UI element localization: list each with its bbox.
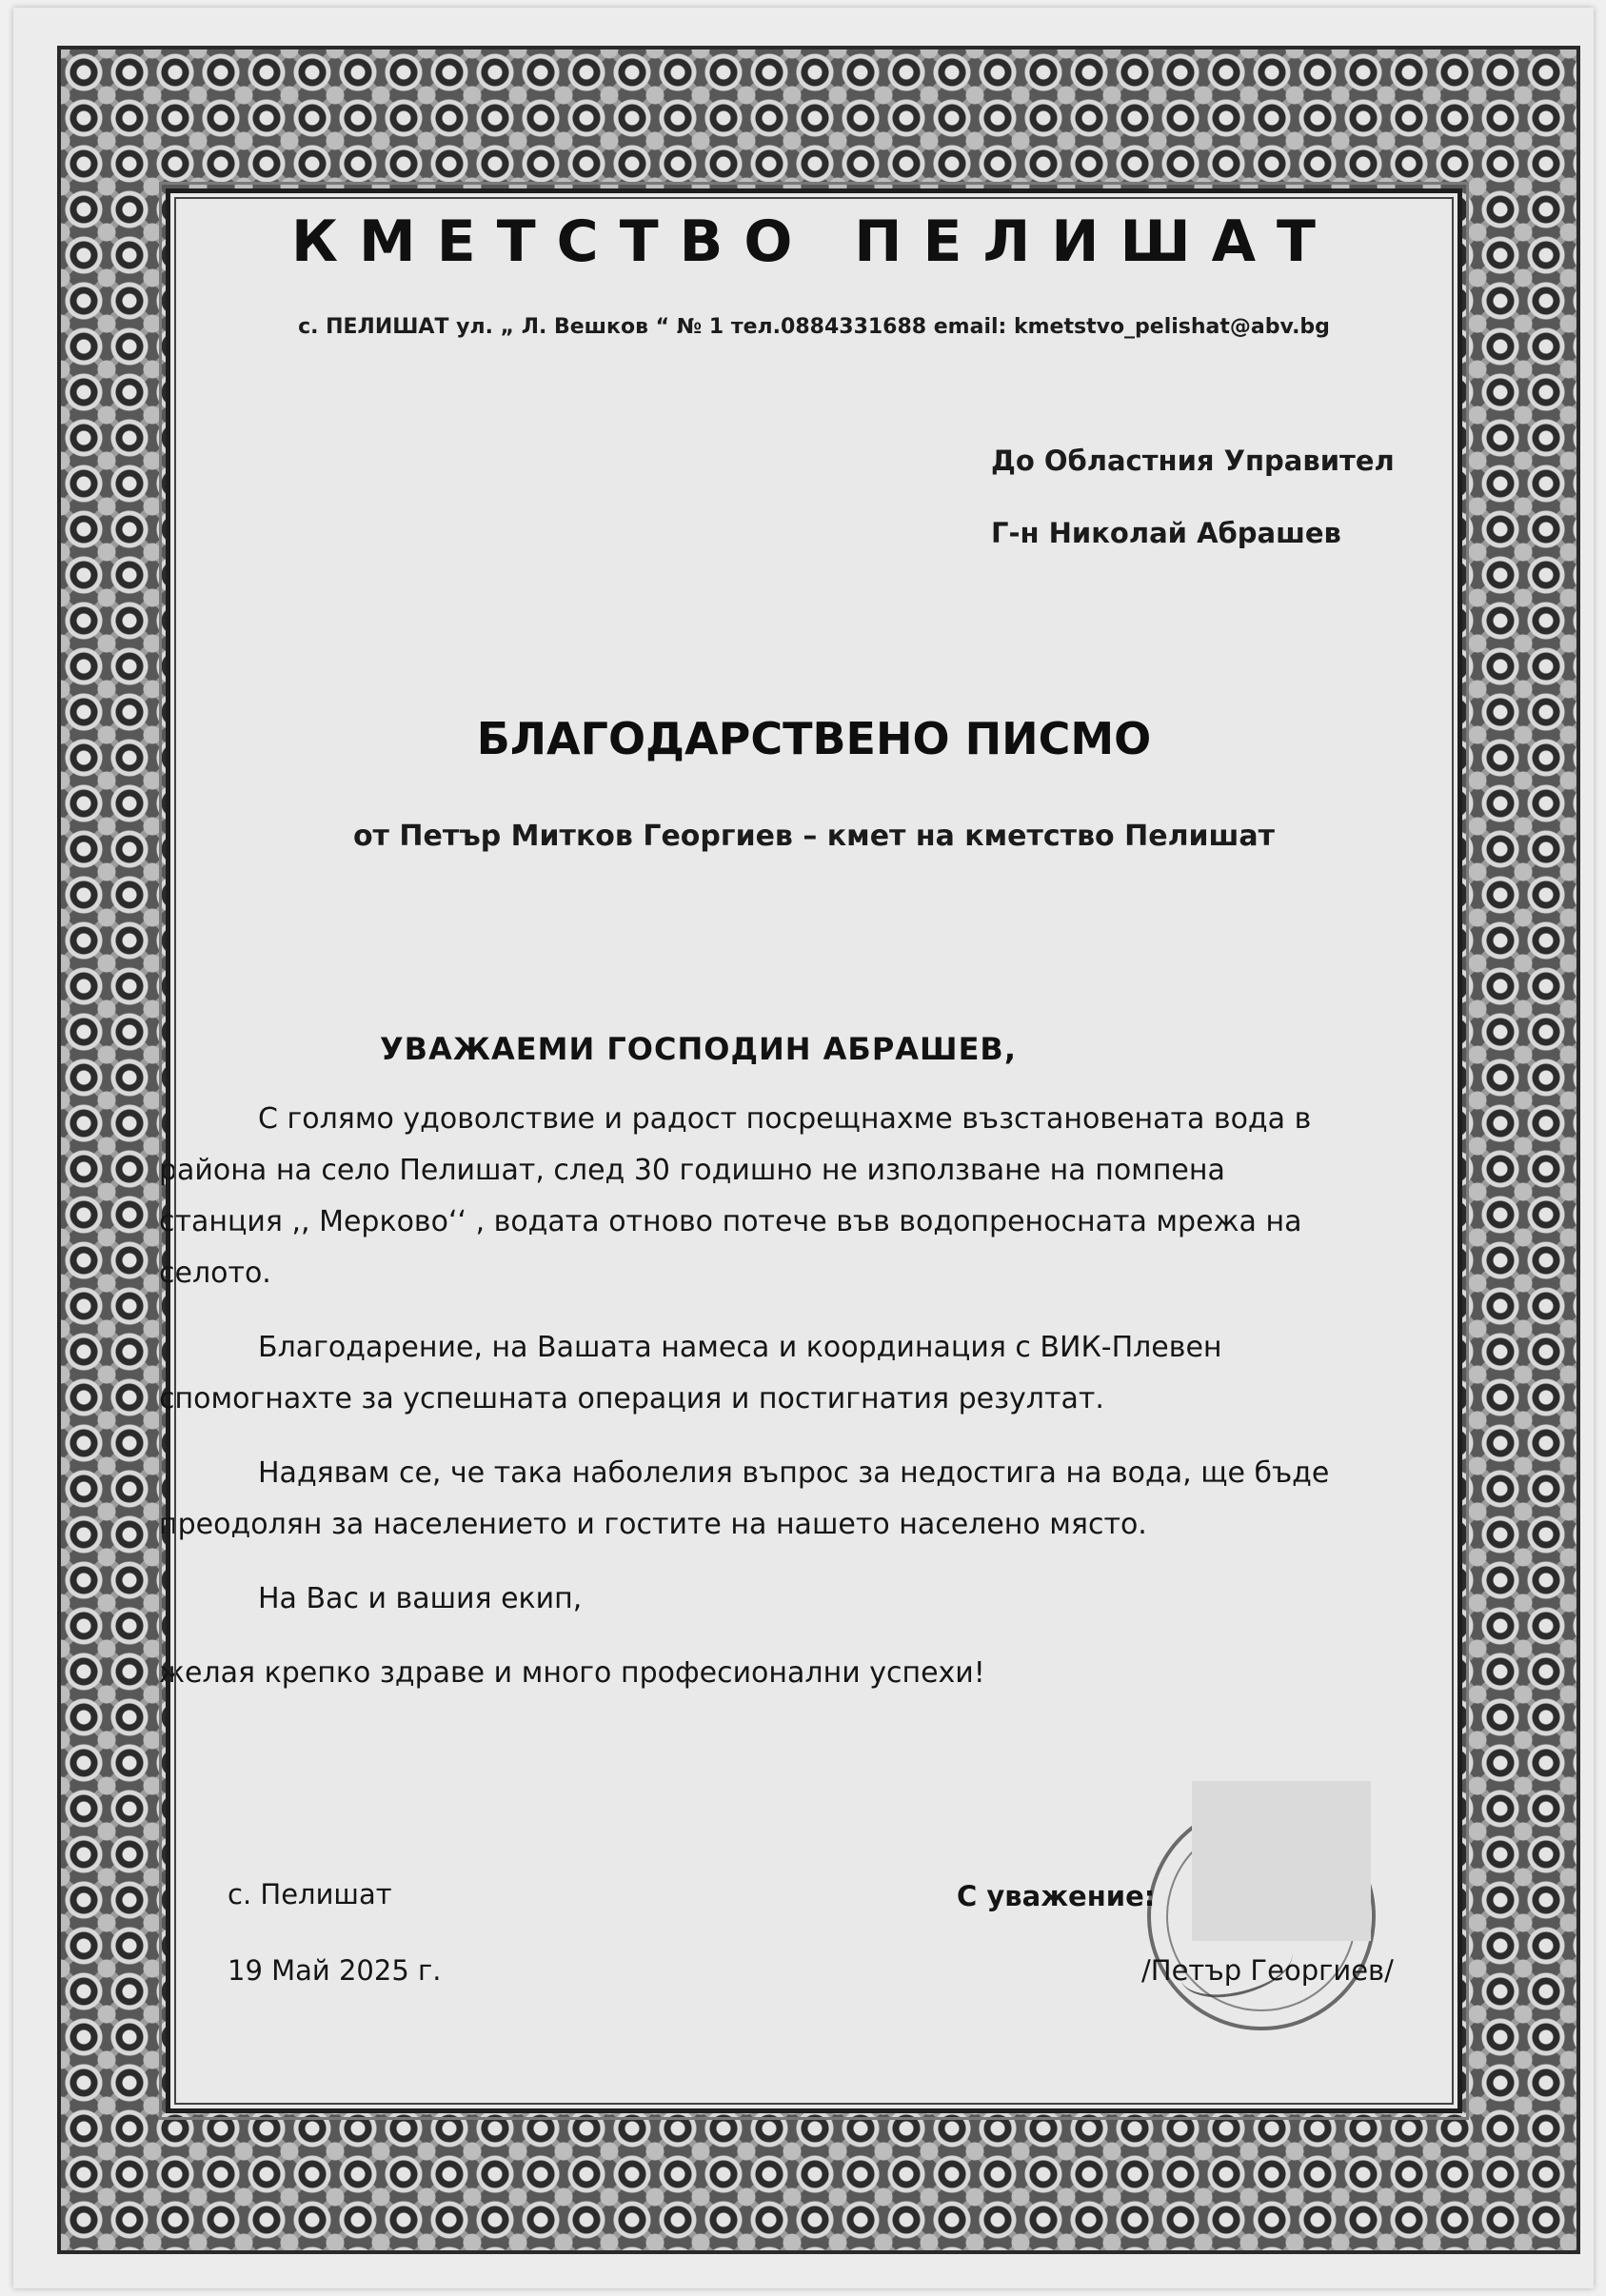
paragraph-5-line-1: желая крепко здраве и много професионални успехи!: [159, 1656, 985, 1690]
paragraph-1-line-3: станция ,, Мерково‘‘ , водата отново потече във водопреносната мрежа на: [159, 1205, 1302, 1238]
redacted-signature-area: [1192, 1781, 1371, 1941]
paragraph-1: [159, 1094, 1477, 1299]
letterhead-contact: с. ПЕЛИШАТ ул. „ Л. Вешков “ № 1 тел.0884331688 email: kmetstvo_pelishat@abv.bg: [298, 315, 1330, 339]
paragraph-3: [159, 1448, 1477, 1551]
paragraph-3-line-2: преодолян за населението и гостите на нашето населено място.: [159, 1508, 1147, 1541]
document-title: БЛАГОДАРСТВЕНО ПИСМО: [476, 713, 1152, 764]
paragraph-3-line-1: Надявам се, че така наболелия въпрос за недостига на вода, ще бъде: [258, 1456, 1330, 1490]
paragraph-4: [159, 1574, 1477, 1625]
recipient-line-1: До Областния Управител: [991, 445, 1395, 477]
closing-date: 19 Май 2025 г.: [228, 1954, 442, 1987]
signer-name: /Петър Георгиев/: [1141, 1954, 1394, 1987]
letter-page: [13, 8, 1594, 2288]
paragraph-5: [159, 1648, 1477, 1699]
paragraph-4-line-1: На Вас и вашия екип,: [258, 1582, 583, 1615]
paragraph-2: [159, 1322, 1477, 1425]
paragraph-1-line-2: района на село Пелишат, след 30 годишно не използване на помпена: [159, 1154, 1225, 1187]
closing-regards: С уважение:: [957, 1880, 1156, 1912]
letter-content-area: [159, 188, 1462, 2113]
letterhead-title: КМЕТСТВО ПЕЛИШАТ: [291, 208, 1337, 275]
paragraph-1-line-4: селото.: [159, 1257, 271, 1290]
document-subtitle: от Петър Митков Георгиев – кмет на кметство Пелишат: [352, 820, 1276, 853]
closing-place: с. Пелишат: [228, 1878, 392, 1910]
recipient-line-2: Г-н Николай Абрашев: [991, 517, 1341, 549]
salutation: УВАЖАЕМИ ГОСПОДИН АБРАШЕВ,: [380, 1031, 1017, 1067]
paragraph-2-line-2: спомогнахте за успешната операция и постигнатия резултат.: [159, 1382, 1104, 1415]
paragraph-1-line-1: С голямо удоволствие и радост посрещнахме възстановената вода в: [258, 1102, 1312, 1136]
paragraph-2-line-1: Благодарение, на Вашата намеса и координация с ВИК-Плевен: [258, 1331, 1222, 1364]
letter-body: [159, 1094, 1477, 1699]
